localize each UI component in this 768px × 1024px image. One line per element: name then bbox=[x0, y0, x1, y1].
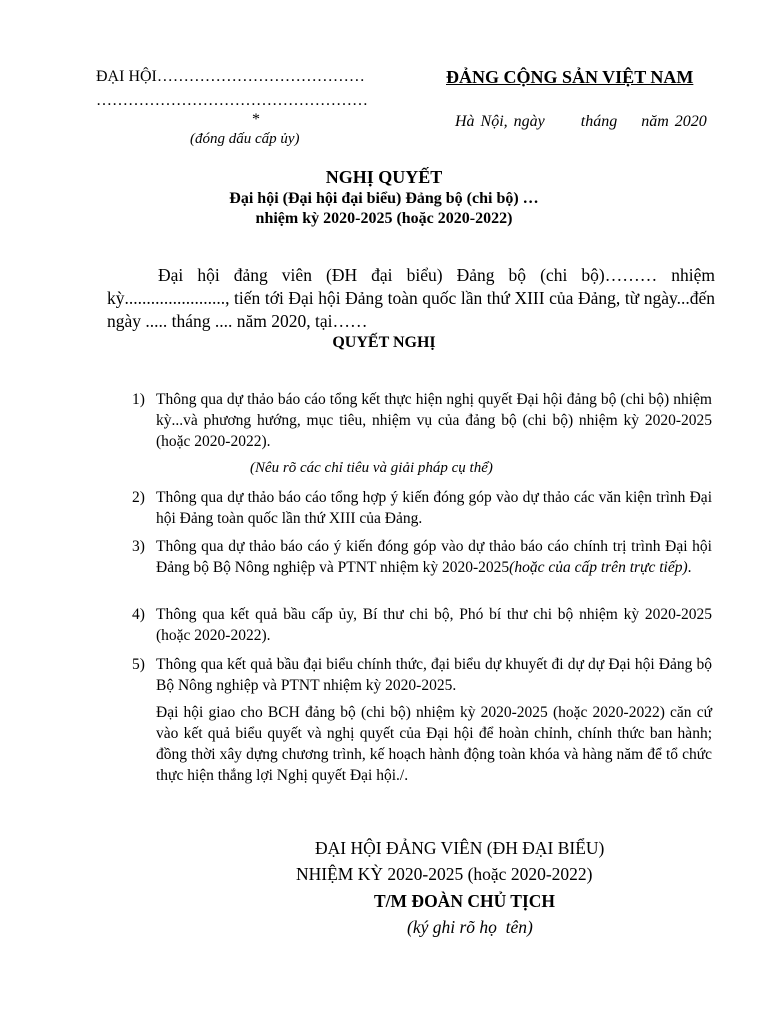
item-text: Thông qua dự thảo báo cáo tổng hợp ý kiến đóng góp vào dự thảo các văn kiện trình Đại hội Đảng toàn quốc lần thứ XIII của Đảng. bbox=[156, 489, 712, 527]
seal-note: (đóng dấu cấp ủy) bbox=[190, 131, 300, 147]
intro-paragraph: Đại hội đảng viên (ĐH đại biểu) Đảng bộ (chi bộ)……… nhiệm kỳ......................., tiến tới Đại hội Đảng toàn quốc lần thứ XIII của Đảng, từ ngày...đến ngày ..... tháng .... năm 2020, tại…… bbox=[107, 265, 715, 331]
document-subtitle-1: Đại hội (Đại hội đại biểu) Đảng bộ (chi bộ) … bbox=[229, 190, 539, 207]
item-number: 3) bbox=[132, 538, 145, 555]
signature-line-presidium: T/M ĐOÀN CHỦ TỊCH bbox=[374, 891, 556, 911]
item-text-italic: (hoặc của cấp trên trực tiếp) bbox=[509, 559, 688, 576]
signature-line-congress: ĐẠI HỘI ĐẢNG VIÊN (ĐH ĐẠI BIỂU) bbox=[315, 838, 605, 858]
item-text: Thông qua dự thảo báo cáo ý kiến đóng góp vào dự thảo báo cáo chính trị trình Đại hội Đảng bộ Bộ Nông nghiệp và PTNT nhiệm kỳ 2020-2025 bbox=[156, 538, 712, 576]
item-text-wrapper bbox=[156, 536, 712, 578]
signature-instruction: (ký ghi rõ họ tên) bbox=[407, 917, 533, 937]
resolution-item-5 bbox=[132, 654, 712, 696]
item-text: Thông qua dự thảo báo cáo tổng kết thực hiện nghị quyết Đại hội đảng bộ (chi bộ) nhiệm kỳ...và phương hướng, mục tiêu, nhiệm vụ của đảng bộ (chi bộ) nhiệm kỳ 2020-2025 (hoặc 2020-2022). bbox=[156, 391, 712, 450]
signature-line-term: NHIỆM KỲ 2020-2025 (hoặc 2020-2022) bbox=[296, 864, 593, 884]
item-number: 5) bbox=[132, 656, 145, 673]
item-text: Thông qua kết quả bầu cấp ủy, Bí thư chi bộ, Phó bí thư chi bộ nhiệm kỳ 2020-2025 (hoặc 2020-2022). bbox=[156, 606, 712, 644]
resolution-item-4 bbox=[132, 604, 712, 646]
item-number: 1) bbox=[132, 391, 145, 408]
document-subtitle-2: nhiệm kỳ 2020-2025 (hoặc 2020-2022) bbox=[255, 210, 513, 227]
item-number: 4) bbox=[132, 606, 145, 623]
document-title: NGHỊ QUYẾT bbox=[325, 167, 443, 187]
resolution-item-1 bbox=[132, 389, 712, 452]
congress-name-line: ĐẠI HỘI………………………………… bbox=[96, 68, 365, 85]
resolution-heading: QUYẾT NGHỊ bbox=[332, 334, 436, 351]
item-text-end: . bbox=[687, 559, 692, 576]
congress-name-line-2: …………………………………………… bbox=[96, 92, 368, 109]
item-1-note: (Nêu rõ các chỉ tiêu và giải pháp cụ thể) bbox=[250, 460, 493, 476]
resolution-item-2 bbox=[132, 487, 712, 529]
item-text: Thông qua kết quả bầu đại biểu chính thức, đại biểu dự khuyết đi dự dự Đại hội Đảng bộ Bộ Nông nghiệp và PTNT nhiệm kỳ 2020-2025. bbox=[156, 656, 712, 694]
header-star: * bbox=[252, 111, 260, 128]
party-name-heading: ĐẢNG CỘNG SẢN VIỆT NAM bbox=[446, 67, 694, 87]
closing-paragraph: Đại hội giao cho BCH đảng bộ (chi bộ) nhiệm kỳ 2020-2025 (hoặc 2020-2022) căn cứ vào kết quả biểu quyết và nghị quyết của Đại hội để hoàn chỉnh, chính thức ban hành; đồng thời xây dựng chương trình, kế hoạch hành động toàn khóa và hàng năm để tổ chức thực hiện thắng lợi Nghị quyết Đại hội./. bbox=[156, 704, 712, 784]
resolution-item-3 bbox=[132, 536, 712, 578]
date-location-line: Hà Nội, ngày tháng năm 2020 bbox=[455, 113, 707, 130]
item-number: 2) bbox=[132, 489, 145, 506]
